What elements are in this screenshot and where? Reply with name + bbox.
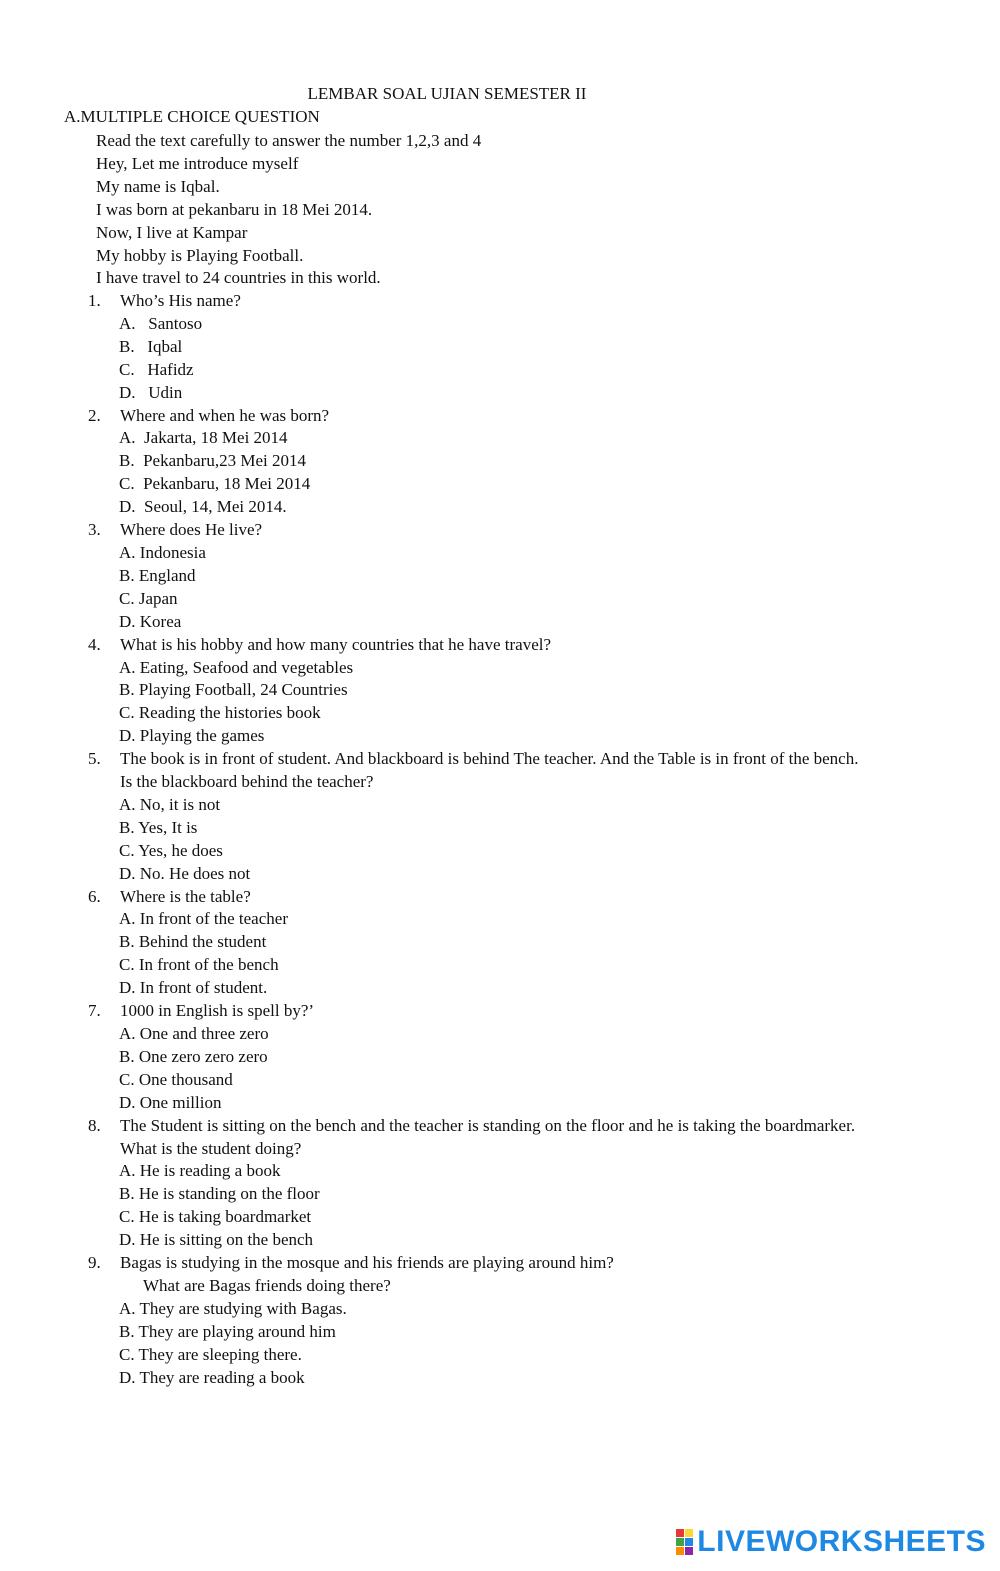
answer-option[interactable]: C. They are sleeping there.: [119, 1344, 302, 1364]
answer-option[interactable]: B. He is standing on the floor: [119, 1184, 320, 1204]
answer-option[interactable]: C. Pekanbaru, 18 Mei 2014: [119, 474, 311, 494]
answer-option[interactable]: C. In front of the bench: [119, 955, 279, 975]
answer-option[interactable]: B. Behind the student: [119, 932, 267, 952]
question-list: [88, 290, 888, 1390]
question-text: Where does He live?: [120, 520, 263, 540]
question-5: [88, 748, 888, 885]
answer-option[interactable]: D. Udin: [119, 382, 183, 402]
answer-option[interactable]: A. He is reading a book: [119, 1161, 281, 1181]
answer-option[interactable]: C. Reading the histories book: [119, 703, 321, 723]
answer-option[interactable]: A. They are studying with Bagas.: [119, 1298, 347, 1318]
intro-line: Hey, Let me introduce myself: [96, 153, 299, 173]
question-text: What is his hobby and how many countries that he have travel?: [120, 634, 552, 654]
intro-line: My hobby is Playing Football.: [96, 245, 304, 265]
question-number: 8.: [88, 1115, 101, 1135]
answer-option[interactable]: B. Yes, It is: [119, 817, 198, 837]
answer-option[interactable]: D. Korea: [119, 611, 182, 631]
question-4: [88, 634, 888, 749]
question-number: 7.: [88, 1001, 101, 1021]
question-number: 2.: [88, 405, 101, 425]
question-subtext: Is the blackboard behind the teacher?: [120, 772, 374, 792]
question-text: 1000 in English is spell by?’: [120, 1001, 315, 1021]
answer-option[interactable]: A. Santoso: [119, 313, 203, 333]
answer-option[interactable]: B. Playing Football, 24 Countries: [119, 680, 348, 700]
answer-option[interactable]: A. Indonesia: [119, 542, 206, 562]
question-number: 3.: [88, 520, 101, 540]
reading-passage: [96, 130, 481, 290]
answer-option[interactable]: B. One zero zero zero: [119, 1046, 268, 1066]
intro-line: My name is Iqbal.: [96, 176, 220, 196]
logo-squares-icon: [676, 1529, 693, 1555]
question-text: Who’s His name?: [120, 291, 241, 310]
question-number: 4.: [88, 634, 101, 654]
answer-option[interactable]: B. England: [119, 565, 196, 585]
answer-option[interactable]: A. In front of the teacher: [119, 909, 288, 929]
answer-option[interactable]: D. Playing the games: [119, 726, 265, 746]
answer-option[interactable]: B. Pekanbaru,23 Mei 2014: [119, 451, 306, 471]
answer-option[interactable]: C. Japan: [119, 588, 178, 608]
answer-option[interactable]: C. One thousand: [119, 1069, 233, 1089]
section-heading: A.MULTIPLE CHOICE QUESTION: [64, 107, 320, 126]
answer-option[interactable]: A. Jakarta, 18 Mei 2014: [119, 428, 288, 448]
answer-option[interactable]: C. Yes, he does: [119, 840, 223, 860]
question-text: The Student is sitting on the bench and the teacher is standing on the floor and he is taking the boardmarker.: [120, 1115, 856, 1135]
answer-option[interactable]: D. He is sitting on the bench: [119, 1230, 314, 1250]
question-number: 6.: [88, 886, 101, 906]
page-title: LEMBAR SOAL UJIAN SEMESTER II: [307, 84, 587, 103]
question-1: [88, 290, 888, 405]
answer-option[interactable]: D. They are reading a book: [119, 1367, 305, 1387]
answer-option[interactable]: A. No, it is not: [119, 794, 221, 814]
answer-option[interactable]: B. Iqbal: [119, 336, 183, 356]
logo-text: LIVEWORKSHEETS: [697, 1525, 986, 1558]
question-subtext: What is the student doing?: [120, 1138, 302, 1158]
liveworksheets-logo: [676, 1525, 986, 1559]
question-9: [88, 1252, 888, 1389]
question-text: The book is in front of student. And blackboard is behind The teacher. And the Table is in front of the bench.: [120, 749, 859, 769]
question-subtext: What are Bagas friends doing there?: [143, 1275, 391, 1295]
question-6: [88, 886, 888, 1001]
intro-line: I was born at pekanbaru in 18 Mei 2014.: [96, 199, 373, 219]
question-3: [88, 519, 888, 634]
question-text: Bagas is studying in the mosque and his friends are playing around him?: [120, 1253, 614, 1273]
answer-option[interactable]: C. He is taking boardmarket: [119, 1207, 312, 1227]
intro-line: Now, I live at Kampar: [96, 222, 248, 242]
question-number: 1.: [88, 291, 101, 310]
question-2: [88, 405, 888, 520]
answer-option[interactable]: C. Hafidz: [119, 359, 194, 379]
question-text: Where is the table?: [120, 886, 251, 906]
question-7: [88, 1000, 888, 1115]
answer-option[interactable]: B. They are playing around him: [119, 1321, 336, 1341]
answer-option[interactable]: D. No. He does not: [119, 863, 251, 883]
question-number: 5.: [88, 749, 101, 769]
intro-line: Read the text carefully to answer the number 1,2,3 and 4: [96, 131, 482, 150]
question-8: [88, 1115, 888, 1252]
intro-line: I have travel to 24 countries in this world.: [96, 268, 381, 288]
answer-option[interactable]: A. One and three zero: [119, 1024, 269, 1043]
answer-option[interactable]: A. Eating, Seafood and vegetables: [119, 657, 354, 677]
question-text: Where and when he was born?: [120, 405, 330, 425]
question-number: 9.: [88, 1253, 101, 1273]
answer-option[interactable]: D. In front of student.: [119, 978, 268, 998]
answer-option[interactable]: D. Seoul, 14, Mei 2014.: [119, 497, 287, 517]
answer-option[interactable]: D. One million: [119, 1092, 222, 1112]
